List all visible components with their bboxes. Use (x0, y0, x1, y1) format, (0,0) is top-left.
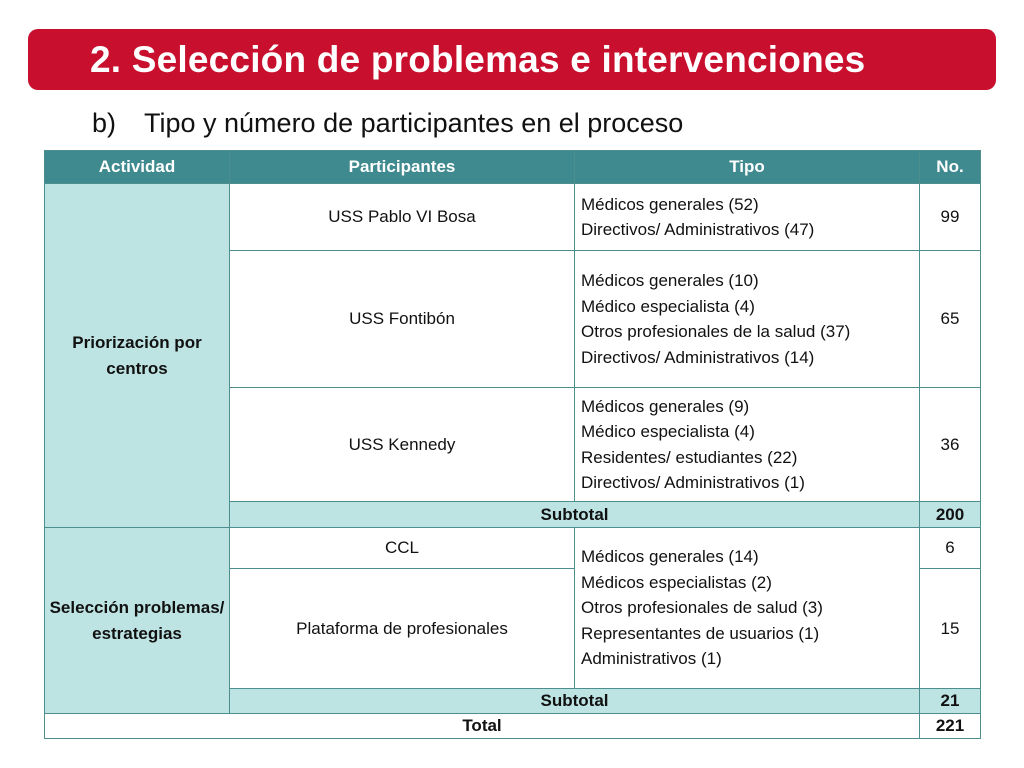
participantes-cell: USS Fontibón (230, 251, 575, 388)
participants-table (44, 150, 981, 739)
tipo-line: Médicos generales (9) (581, 396, 750, 416)
tipo-line: Médicos generales (52) (581, 194, 759, 214)
tipo-line: Representantes de usuarios (1) (581, 623, 820, 643)
header-no: No. (920, 151, 981, 184)
table-row (45, 184, 981, 251)
count-cell: 36 (920, 388, 981, 502)
total-label: Total (45, 714, 920, 739)
participantes-cell: Plataforma de profesionales (230, 569, 575, 689)
participantes-cell: USS Kennedy (230, 388, 575, 502)
tipo-cell (575, 528, 920, 689)
tipo-line: Residentes/ estudiantes (22) (581, 447, 798, 467)
total-value: 221 (920, 714, 981, 739)
subtotal-value: 200 (920, 502, 981, 528)
total-row (45, 714, 981, 739)
header-participantes: Participantes (230, 151, 575, 184)
tipo-cell (575, 388, 920, 502)
tipo-line: Administrativos (1) (581, 649, 722, 669)
tipo-line: Médico especialista (4) (581, 296, 755, 316)
page-title: 2. Selección de problemas e intervenciones (90, 38, 866, 80)
tipo-line: Otros profesionales de salud (3) (581, 598, 823, 618)
subtotal-label: Subtotal (230, 689, 920, 714)
count-cell: 65 (920, 251, 981, 388)
title-bar (28, 29, 996, 90)
table-header-row (45, 151, 981, 184)
tipo-line: Médicos generales (14) (581, 547, 759, 567)
tipo-line: Directivos/ Administrativos (47) (581, 220, 815, 239)
tipo-line: Médicos especialistas (2) (581, 572, 772, 592)
tipo-line: Directivos/ Administrativos (14) (581, 347, 815, 367)
actividad-priorizacion: Priorización por centros (45, 184, 230, 528)
tipo-cell (575, 251, 920, 388)
tipo-line: Médico especialista (4) (581, 422, 755, 441)
subtitle-text: Tipo y número de participantes en el proceso (144, 108, 684, 138)
header-tipo: Tipo (575, 151, 920, 184)
tipo-cell (575, 184, 920, 251)
count-cell: 15 (920, 569, 981, 689)
tipo-line: Médicos generales (10) (581, 271, 759, 290)
subtotal-value: 21 (920, 689, 981, 714)
subtotal-label: Subtotal (230, 502, 920, 528)
count-cell: 6 (920, 528, 981, 569)
tipo-line: Directivos/ Administrativos (1) (581, 473, 805, 492)
header-actividad: Actividad (45, 151, 230, 184)
subtitle (92, 108, 683, 139)
table-row (45, 528, 981, 569)
actividad-seleccion: Selección problemas/ estrategias (45, 528, 230, 714)
count-cell: 99 (920, 184, 981, 251)
tipo-line: Otros profesionales de la salud (37) (581, 322, 851, 341)
subtitle-marker: b) (92, 108, 117, 138)
participantes-cell: CCL (230, 528, 575, 569)
participantes-cell: USS Pablo VI Bosa (230, 184, 575, 251)
